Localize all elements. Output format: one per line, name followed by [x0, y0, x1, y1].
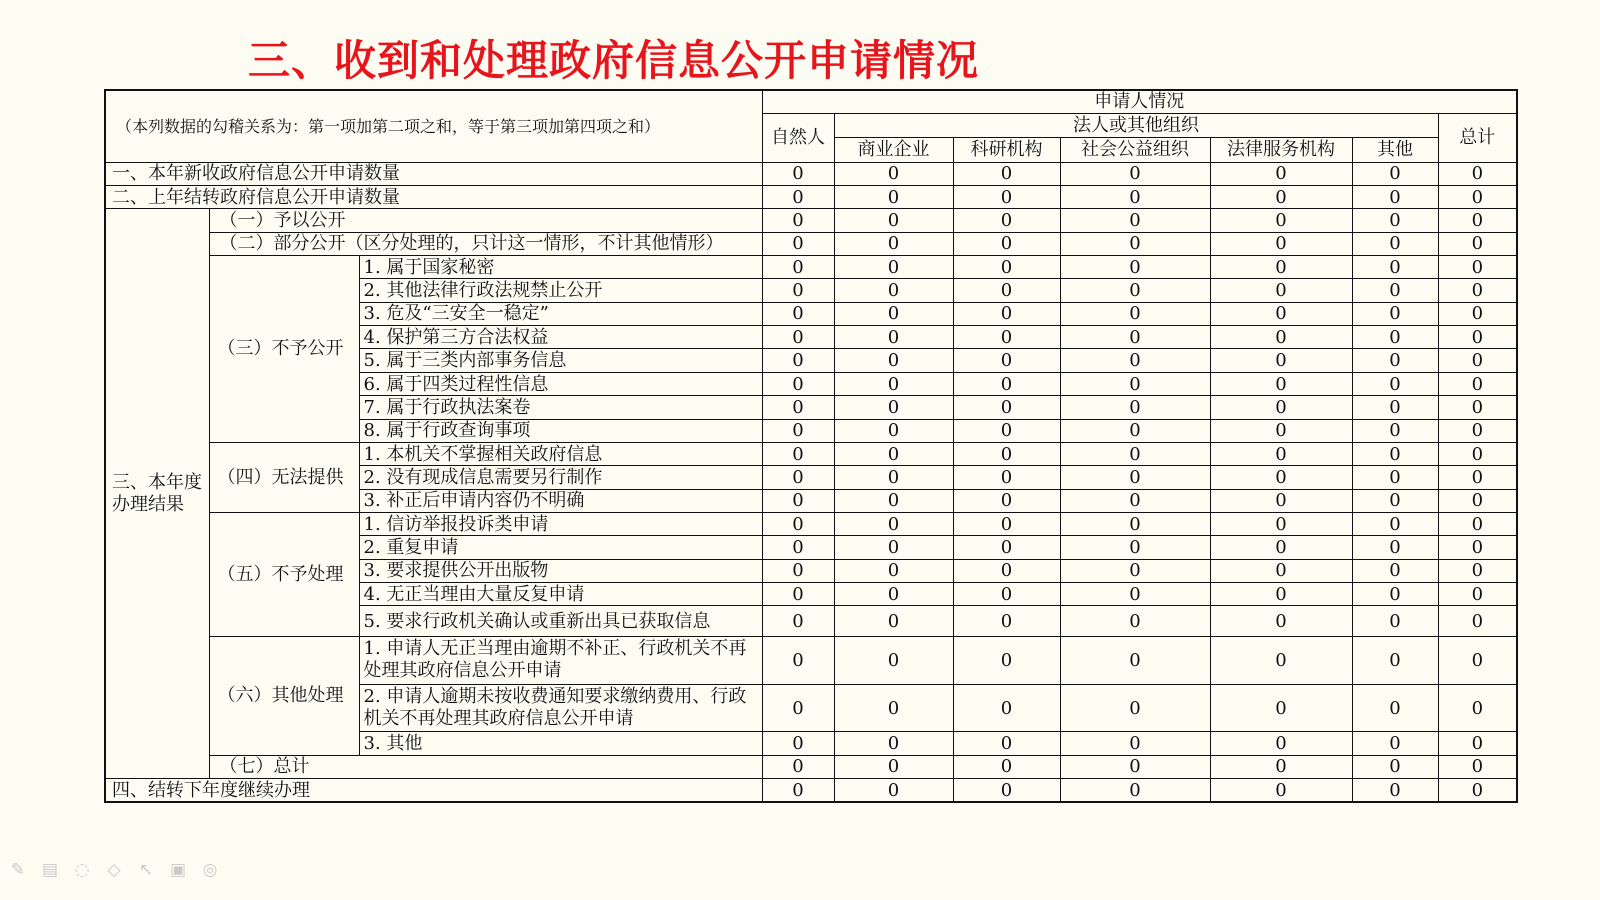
value-cell: 0 [1352, 755, 1438, 778]
value-cell: 0 [1438, 232, 1517, 255]
value-cell: 0 [762, 185, 834, 208]
value-cell: 0 [1210, 583, 1352, 606]
pointer-icon[interactable]: ↖ [138, 860, 154, 880]
value-cell: 0 [834, 185, 953, 208]
value-cell: 0 [1060, 209, 1210, 232]
value-cell: 0 [953, 606, 1060, 636]
value-cell: 0 [1352, 256, 1438, 279]
value-cell: 0 [1352, 779, 1438, 802]
value-cell: 0 [834, 513, 953, 536]
value-cell: 0 [1060, 185, 1210, 208]
row-label: 2. 申请人逾期未按收费通知要求缴纳费用、行政机关不再处理其政府信息公开申请 [359, 684, 762, 732]
value-cell: 0 [1438, 162, 1517, 185]
value-cell: 0 [953, 684, 1060, 732]
value-cell: 0 [953, 302, 1060, 325]
value-cell: 0 [1060, 466, 1210, 489]
value-cell: 0 [1352, 349, 1438, 372]
value-cell: 0 [1060, 559, 1210, 582]
value-cell: 0 [1438, 606, 1517, 636]
value-cell: 0 [1210, 232, 1352, 255]
value-cell: 0 [953, 419, 1060, 442]
value-cell: 0 [834, 349, 953, 372]
value-cell: 0 [1210, 256, 1352, 279]
value-cell: 0 [762, 636, 834, 684]
value-cell: 0 [834, 372, 953, 395]
row-label: 四、结转下年度继续办理 [105, 779, 762, 802]
value-cell: 0 [1060, 372, 1210, 395]
value-cell: 0 [762, 209, 834, 232]
table-row [105, 755, 1517, 778]
table-row [105, 513, 1517, 536]
row-label: 二、上年结转政府信息公开申请数量 [105, 185, 762, 208]
value-cell: 0 [1352, 396, 1438, 419]
value-cell: 0 [834, 732, 953, 755]
table-row [105, 636, 1517, 684]
chat-icon[interactable]: ◌ [74, 860, 90, 880]
mic-icon[interactable]: ◎ [202, 860, 218, 880]
header-natural-person: 自然人 [762, 113, 834, 162]
value-cell: 0 [762, 279, 834, 302]
group-not-processed: （五）不予处理 [209, 513, 359, 637]
value-cell: 0 [1438, 583, 1517, 606]
value-cell: 0 [1060, 606, 1210, 636]
value-cell: 0 [953, 396, 1060, 419]
value-cell: 0 [1438, 256, 1517, 279]
value-cell: 0 [1352, 162, 1438, 185]
row-label: 1. 申请人无正当理由逾期不补正、行政机关不再处理其政府信息公开申请 [359, 636, 762, 684]
value-cell: 0 [1060, 513, 1210, 536]
value-cell: 0 [762, 466, 834, 489]
value-cell: 0 [1352, 372, 1438, 395]
table-row [105, 162, 1517, 185]
value-cell: 0 [762, 372, 834, 395]
header-col-research: 科研机构 [953, 138, 1060, 162]
value-cell: 0 [1352, 489, 1438, 512]
value-cell: 0 [834, 162, 953, 185]
value-cell: 0 [1060, 779, 1210, 802]
row-label: 8. 属于行政查询事项 [359, 419, 762, 442]
value-cell: 0 [1060, 326, 1210, 349]
value-cell: 0 [1210, 442, 1352, 465]
value-cell: 0 [1352, 232, 1438, 255]
value-cell: 0 [762, 583, 834, 606]
value-cell: 0 [1210, 536, 1352, 559]
value-cell: 0 [1210, 349, 1352, 372]
value-cell: 0 [762, 442, 834, 465]
value-cell: 0 [762, 419, 834, 442]
value-cell: 0 [762, 732, 834, 755]
value-cell: 0 [834, 606, 953, 636]
value-cell: 0 [1210, 302, 1352, 325]
value-cell: 0 [762, 513, 834, 536]
group-not-disclosed: （三）不予公开 [209, 256, 359, 443]
value-cell: 0 [1060, 232, 1210, 255]
value-cell: 0 [1438, 372, 1517, 395]
value-cell: 0 [1438, 419, 1517, 442]
value-cell: 0 [953, 636, 1060, 684]
information-disclosure-table [104, 89, 1518, 803]
row-label: 3. 补正后申请内容仍不明确 [359, 489, 762, 512]
value-cell: 0 [1438, 185, 1517, 208]
value-cell: 0 [834, 326, 953, 349]
value-cell: 0 [1060, 349, 1210, 372]
value-cell: 0 [953, 162, 1060, 185]
table-row [105, 185, 1517, 208]
value-cell: 0 [1210, 466, 1352, 489]
slide-title: 三、收到和处理政府信息公开申请情况 [248, 36, 980, 85]
value-cell: 0 [1352, 732, 1438, 755]
value-cell: 0 [1210, 636, 1352, 684]
value-cell: 0 [762, 396, 834, 419]
value-cell: 0 [1352, 209, 1438, 232]
value-cell: 0 [1438, 513, 1517, 536]
value-cell: 0 [953, 489, 1060, 512]
row-label: （一）予以公开 [209, 209, 762, 232]
table-row [105, 209, 1517, 232]
value-cell: 0 [834, 779, 953, 802]
camera-icon[interactable]: ▣ [169, 860, 187, 880]
group-annual-results: 三、本年度办理结果 [105, 209, 209, 779]
value-cell: 0 [1210, 326, 1352, 349]
value-cell: 0 [1060, 419, 1210, 442]
value-cell: 0 [1352, 442, 1438, 465]
value-cell: 0 [1060, 732, 1210, 755]
value-cell: 0 [762, 489, 834, 512]
row-label: 4. 无正当理由大量反复申请 [359, 583, 762, 606]
value-cell: 0 [762, 349, 834, 372]
value-cell: 0 [1210, 162, 1352, 185]
table-row [105, 256, 1517, 279]
eraser-icon[interactable]: ◇ [107, 860, 121, 880]
value-cell: 0 [834, 466, 953, 489]
group-unable-to-provide: （四）无法提供 [209, 442, 359, 512]
row-label: （七）总计 [209, 755, 762, 778]
row-label: 6. 属于四类过程性信息 [359, 372, 762, 395]
value-cell: 0 [762, 326, 834, 349]
value-cell: 0 [1352, 419, 1438, 442]
value-cell: 0 [1352, 606, 1438, 636]
value-cell: 0 [834, 636, 953, 684]
value-cell: 0 [762, 684, 834, 732]
value-cell: 0 [762, 755, 834, 778]
value-cell: 0 [1352, 302, 1438, 325]
value-cell: 0 [1438, 466, 1517, 489]
value-cell: 0 [1438, 732, 1517, 755]
value-cell: 0 [834, 559, 953, 582]
value-cell: 0 [762, 606, 834, 636]
row-label: （二）部分公开（区分处理的，只计这一情形，不计其他情形） [209, 232, 762, 255]
table-row [105, 232, 1517, 255]
value-cell: 0 [953, 232, 1060, 255]
header-total: 总计 [1438, 113, 1517, 162]
value-cell: 0 [1210, 755, 1352, 778]
row-label: 2. 其他法律行政法规禁止公开 [359, 279, 762, 302]
row-label: 4. 保护第三方合法权益 [359, 326, 762, 349]
value-cell: 0 [834, 536, 953, 559]
value-cell: 0 [1438, 326, 1517, 349]
value-cell: 0 [953, 755, 1060, 778]
value-cell: 0 [953, 536, 1060, 559]
header-note: （本列数据的勾稽关系为：第一项加第二项之和，等于第三项加第四项之和） [105, 90, 762, 162]
value-cell: 0 [1210, 209, 1352, 232]
value-cell: 0 [1352, 326, 1438, 349]
value-cell: 0 [953, 256, 1060, 279]
row-label: 1. 本机关不掌握相关政府信息 [359, 442, 762, 465]
value-cell: 0 [762, 162, 834, 185]
value-cell: 0 [1352, 684, 1438, 732]
value-cell: 0 [1352, 583, 1438, 606]
value-cell: 0 [834, 442, 953, 465]
value-cell: 0 [1060, 755, 1210, 778]
value-cell: 0 [1352, 536, 1438, 559]
header-legal-entity: 法人或其他组织 [834, 113, 1438, 137]
value-cell: 0 [834, 209, 953, 232]
value-cell: 0 [1352, 513, 1438, 536]
header-applicant: 申请人情况 [762, 90, 1517, 113]
value-cell: 0 [1438, 536, 1517, 559]
row-label: 7. 属于行政执法案卷 [359, 396, 762, 419]
value-cell: 0 [1210, 559, 1352, 582]
value-cell: 0 [953, 559, 1060, 582]
value-cell: 0 [1060, 684, 1210, 732]
value-cell: 0 [834, 279, 953, 302]
value-cell: 0 [1352, 636, 1438, 684]
value-cell: 0 [1438, 779, 1517, 802]
value-cell: 0 [1210, 606, 1352, 636]
row-label: 2. 重复申请 [359, 536, 762, 559]
value-cell: 0 [762, 256, 834, 279]
value-cell: 0 [834, 232, 953, 255]
value-cell: 0 [953, 209, 1060, 232]
value-cell: 0 [953, 349, 1060, 372]
value-cell: 0 [1060, 583, 1210, 606]
value-cell: 0 [953, 779, 1060, 802]
value-cell: 0 [1060, 162, 1210, 185]
header-col-other: 其他 [1352, 138, 1438, 162]
table-row [105, 442, 1517, 465]
value-cell: 0 [953, 372, 1060, 395]
header-col-public-welfare: 社会公益组织 [1060, 138, 1210, 162]
value-cell: 0 [953, 326, 1060, 349]
group-other-processing: （六）其他处理 [209, 636, 359, 755]
header-col-business: 商业企业 [834, 138, 953, 162]
value-cell: 0 [762, 779, 834, 802]
value-cell: 0 [1438, 442, 1517, 465]
table-row [105, 779, 1517, 802]
row-label: 5. 要求行政机关确认或重新出具已获取信息 [359, 606, 762, 636]
value-cell: 0 [1438, 684, 1517, 732]
value-cell: 0 [1438, 755, 1517, 778]
value-cell: 0 [1210, 513, 1352, 536]
value-cell: 0 [834, 489, 953, 512]
row-label: 1. 信访举报投诉类申请 [359, 513, 762, 536]
value-cell: 0 [1060, 302, 1210, 325]
value-cell: 0 [953, 732, 1060, 755]
value-cell: 0 [1060, 536, 1210, 559]
pen-icon[interactable]: ✎ [10, 860, 26, 880]
value-cell: 0 [1210, 779, 1352, 802]
row-label: 1. 属于国家秘密 [359, 256, 762, 279]
value-cell: 0 [953, 583, 1060, 606]
value-cell: 0 [1438, 209, 1517, 232]
value-cell: 0 [1210, 279, 1352, 302]
value-cell: 0 [1060, 396, 1210, 419]
value-cell: 0 [834, 256, 953, 279]
value-cell: 0 [1352, 279, 1438, 302]
value-cell: 0 [762, 536, 834, 559]
value-cell: 0 [1210, 419, 1352, 442]
value-cell: 0 [1438, 302, 1517, 325]
value-cell: 0 [1438, 349, 1517, 372]
value-cell: 0 [1060, 279, 1210, 302]
value-cell: 0 [834, 396, 953, 419]
value-cell: 0 [953, 442, 1060, 465]
row-label: 一、本年新收政府信息公开申请数量 [105, 162, 762, 185]
value-cell: 0 [1210, 372, 1352, 395]
value-cell: 0 [1060, 489, 1210, 512]
row-label: 3. 要求提供公开出版物 [359, 559, 762, 582]
value-cell: 0 [1352, 185, 1438, 208]
value-cell: 0 [953, 466, 1060, 489]
header-col-legal-service: 法律服务机构 [1210, 138, 1352, 162]
value-cell: 0 [834, 302, 953, 325]
value-cell: 0 [1438, 489, 1517, 512]
value-cell: 0 [1210, 185, 1352, 208]
value-cell: 0 [834, 419, 953, 442]
row-label: 3. 危及“三安全一稳定” [359, 302, 762, 325]
value-cell: 0 [1060, 636, 1210, 684]
value-cell: 0 [762, 559, 834, 582]
value-cell: 0 [834, 684, 953, 732]
row-label: 5. 属于三类内部事务信息 [359, 349, 762, 372]
value-cell: 0 [1438, 559, 1517, 582]
value-cell: 0 [1438, 636, 1517, 684]
value-cell: 0 [1352, 466, 1438, 489]
value-cell: 0 [1060, 442, 1210, 465]
value-cell: 0 [1438, 279, 1517, 302]
value-cell: 0 [1060, 256, 1210, 279]
value-cell: 0 [834, 583, 953, 606]
value-cell: 0 [1438, 396, 1517, 419]
value-cell: 0 [1210, 732, 1352, 755]
value-cell: 0 [953, 513, 1060, 536]
row-label: 2. 没有现成信息需要另行制作 [359, 466, 762, 489]
value-cell: 0 [1352, 559, 1438, 582]
value-cell: 0 [762, 302, 834, 325]
presentation-toolbar [8, 860, 220, 880]
value-cell: 0 [953, 279, 1060, 302]
row-label: 3. 其他 [359, 732, 762, 755]
value-cell: 0 [953, 185, 1060, 208]
slide-icon[interactable]: ▤ [41, 860, 59, 880]
value-cell: 0 [762, 232, 834, 255]
value-cell: 0 [1210, 489, 1352, 512]
value-cell: 0 [834, 755, 953, 778]
value-cell: 0 [1210, 684, 1352, 732]
value-cell: 0 [1210, 396, 1352, 419]
